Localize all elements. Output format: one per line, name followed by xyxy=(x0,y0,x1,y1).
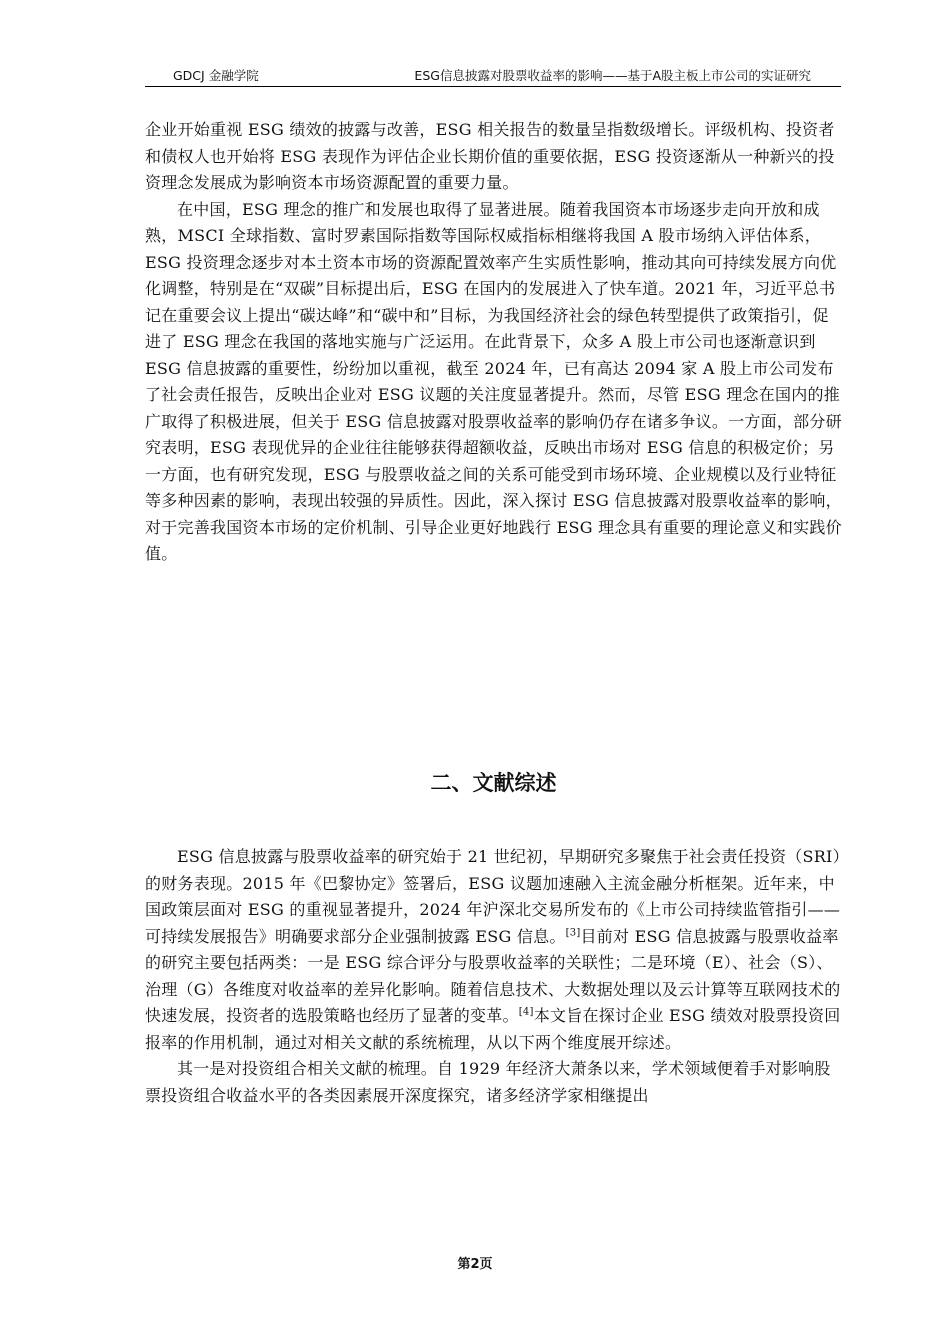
page-header xyxy=(145,66,841,87)
paragraph-portfolio: 其一是对投资组合相关文献的梳理。自 1929 年经济大萧条以来，学术领域便着手对影响股票投资组合收益水平的各类因素展开深度探究，诸多经济学家相继提出 xyxy=(145,1059,831,1105)
paragraph-text: 本文旨在探讨企业 ESG 绩效对股票投资回报率的作用机制，通过对相关文献的系统梳理，从以下两个维度展开综述。 xyxy=(145,1006,841,1052)
header-paper-title: ESG信息披露对股票收益率的影响——基于A股主板上市公司的实证研究 xyxy=(414,68,811,83)
body-upper xyxy=(145,117,842,568)
paragraph-literature-intro xyxy=(145,844,842,1056)
citation-3: [3] xyxy=(565,927,581,939)
paragraph-continued: 企业开始重视 ESG 绩效的披露与改善，ESG 相关报告的数量呈指数级增长。评级机构、投资者和债权人也开始将 ESG 表现作为评估企业长期价值的重要依据，ESG 投资逐渐从一种新兴的投资理念发展成为影响资本市场资源配置的重要力量。 xyxy=(145,120,835,192)
paragraph-text: ESG 信息披露与股票收益率的研究始于 21 世纪初，早期研究多聚焦于社会责任投资（SRI）的财务表现。2015 年《巴黎协定》签署后，ESG 议题加速融入主流金融分析框架。近年来，中国政策层面对 ESG 的重视显著提升，2024 年沪深北交易所发布的《上市公司持续监管指引——可持续发展报告》明确要求部分企业强制披露 ESG 信息。 xyxy=(145,847,841,946)
citation-4: [4] xyxy=(518,1006,534,1018)
body-lower xyxy=(145,844,842,1109)
header-school: GDCJ 金融学院 xyxy=(173,68,259,83)
section-heading: 二、文献综述 xyxy=(430,771,557,795)
page-number: 第2页 xyxy=(457,1257,493,1272)
paragraph-china-esg: 在中国，ESG 理念的推广和发展也取得了显著进展。随着我国资本市场逐步走向开放和成熟，MSCI 全球指数、富时罗素国际指数等国际权威指标相继将我国 A 股市场纳入评估体系， ESG 投资理念逐步对本土资本市场的资源配置效率产生实质性影响，推动其向可持续发展方向优化调整，特别是在“双碳”目标提出后，ESG 在国内的发展进入了快车道。2021 年，习近平总书记在重要会议上提出“碳达峰”和“碳中和”目标，为我国经济社会的绿色转型提供了政策指引，促进了 ESG 理念在我国的落地实施与广泛运用。在此背景下，众多 A 股上市公司也逐渐意识到 ESG 信息披露的重要性，纷纷加以重视，截至 2024 年，已有高达 2094 家 A 股上市公司发布了社会责任报告，反映出企业对 ESG 议题的关注度显著提升。然而，尽管 ESG 理念在国内的推广取得了积极进展，但关于 ESG 信息披露对股票收益率的影响仍存在诸多争议。一方面，部分研究表明，ESG 表现优异的企业往往能够获得超额收益，反映出市场对 ESG 信息的积极定价；另一方面，也有研究发现，ESG 与股票收益之间的关系可能受到市场环境、企业规模以及行业特征等多种因素的影响，表现出较强的异质性。因此，深入探讨 ESG 信息披露对股票收益率的影响，对于完善我国资本市场的定价机制、引导企业更好地践行 ESG 理念具有重要的理论意义和实践价值。 xyxy=(145,199,842,563)
paragraph-text: 目前对 ESG 信息披露与股票收益率的研究主要包括两类：一是 ESG 综合评分与股票收益率的关联性；二是环境（E）、社会（S）、治理（G）各维度对收益率的差异化影响。随着信息技术、大数据处理以及云计算等互联网技术的快速发展，投资者的选股策略也经历了显著的变革。 xyxy=(145,926,841,1025)
